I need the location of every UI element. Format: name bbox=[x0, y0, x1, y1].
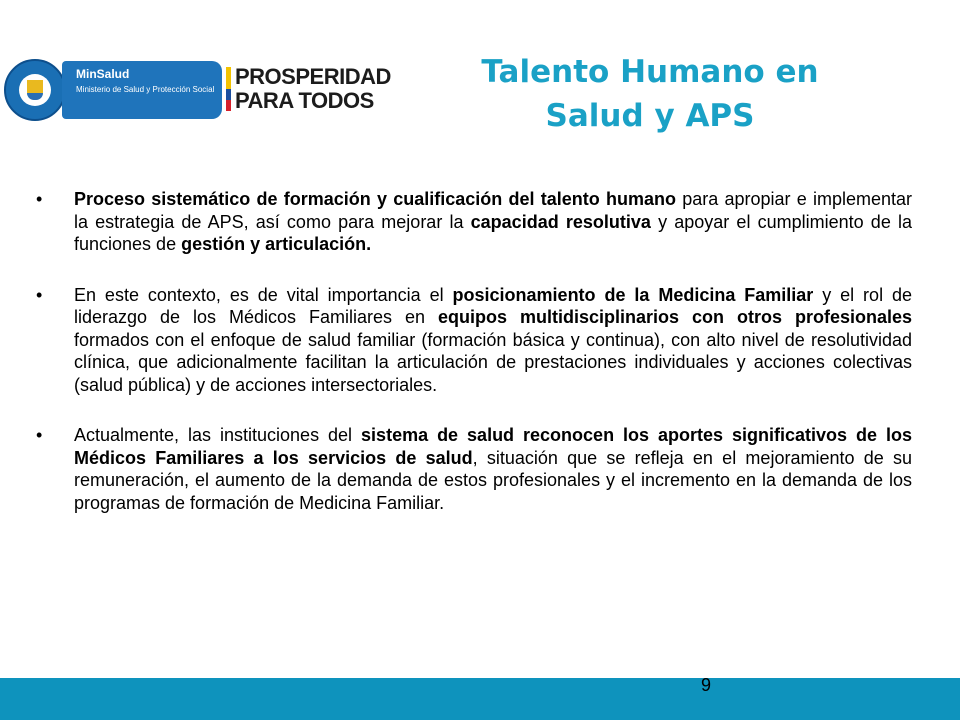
bullet-text-normal: formados con el enfoque de salud familiar (formación básica y continua), con alto nivel de resolutividad clínica, que adicionalmente facilitan la articulación de prestaciones individuales y acciones colectivas (salud pública) y de acciones intersectoriales. bbox=[74, 329, 912, 395]
colombia-seal-logo bbox=[4, 59, 66, 121]
minsalud-logo-subtitle: Ministerio de Salud y Protección Social bbox=[76, 85, 215, 94]
bullet-text-bold: equipos multidisciplinarios con otros profesionales bbox=[438, 307, 912, 327]
slide-title bbox=[440, 50, 860, 138]
prosperidad-logo bbox=[226, 65, 426, 115]
bullet-text-normal: para apropiar e implementar la estrategia de APS, así como para mejorar la bbox=[74, 189, 912, 232]
bullet-item bbox=[36, 284, 912, 397]
coat-of-arms-icon bbox=[27, 80, 43, 100]
page-number: 9 bbox=[700, 675, 711, 695]
prosperidad-line1: PROSPERIDAD bbox=[235, 64, 391, 89]
bullet-text bbox=[74, 424, 912, 514]
footer-bar bbox=[0, 678, 960, 720]
header-logos bbox=[4, 57, 424, 125]
bullet-dot-icon: • bbox=[36, 425, 43, 445]
prosperidad-line2: PARA TODOS bbox=[235, 88, 374, 113]
bullet-text bbox=[74, 188, 912, 256]
slide-title-line1: Talento Humano en bbox=[481, 54, 819, 90]
minsalud-logo-title: MinSalud bbox=[76, 67, 130, 81]
colombia-flag-icon bbox=[226, 67, 231, 111]
bullet-text-bold: Proceso sistemático de formación y cualificación del talento humano bbox=[74, 189, 676, 209]
bullet-text-bold: gestión y articulación. bbox=[181, 234, 372, 254]
bullet-text-normal: En este contexto, es de vital importancia el bbox=[74, 284, 453, 305]
bullet-dot-icon: • bbox=[36, 284, 43, 305]
bullet-text-normal: y el rol de liderazgo de los Médicos Familiares en bbox=[74, 284, 913, 327]
bullet-text-normal: , situación que se refleja en el mejoramiento de su remuneración, el aumento de la demanda de estos profesionales y el incremento en la demanda de los programas de formación de Medicina Familiar. bbox=[74, 447, 912, 513]
bullet-text-bold: posicionamiento de la Medicina Familiar bbox=[452, 284, 814, 305]
bullet-text-bold: capacidad resolutiva bbox=[470, 211, 651, 232]
bullet-list bbox=[36, 188, 912, 542]
minsalud-logo bbox=[62, 61, 222, 119]
bullet-text-bold: sistema de salud reconocen los aportes significativos de los Médicos Familiares a los servicios de salud bbox=[74, 425, 912, 468]
bullet-dot-icon: • bbox=[36, 189, 43, 209]
bullet-item bbox=[36, 424, 912, 514]
bullet-text-normal: y apoyar el cumplimiento de la funciones de bbox=[74, 211, 913, 254]
bullet-text-normal: Actualmente, las instituciones del bbox=[74, 425, 362, 445]
bullet-item bbox=[36, 188, 912, 256]
bullet-text bbox=[74, 284, 912, 397]
slide-title-line2: Salud y APS bbox=[545, 98, 755, 134]
